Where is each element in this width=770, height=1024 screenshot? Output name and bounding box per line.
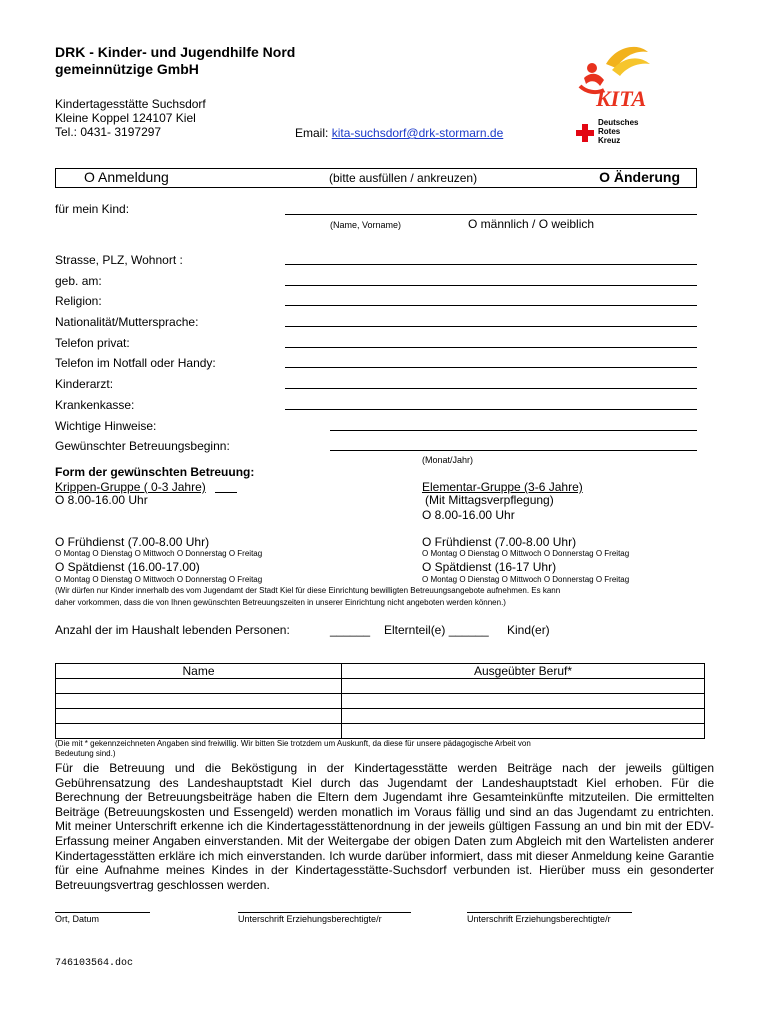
field-label: Telefon privat:: [55, 336, 130, 350]
job-cell[interactable]: [342, 709, 705, 724]
elementar-heading: Elementar-Gruppe (3-6 Jahre): [422, 480, 583, 494]
late-service-option-right[interactable]: O Spätdienst (16-17 Uhr): [422, 560, 557, 574]
kita-drk-logo: [576, 42, 661, 152]
gender-options[interactable]: O männlich / O weiblich: [468, 217, 595, 231]
field-label: Nationalität/Muttersprache:: [55, 315, 199, 329]
fill-hint: (bitte ausfüllen / ankreuzen): [329, 171, 478, 185]
place-date-line[interactable]: [55, 912, 150, 913]
signature-label-1: Unterschrift Erziehungsberechtigte/r: [238, 914, 382, 924]
table-row: [56, 709, 705, 724]
col-job-header: Ausgeübter Beruf*: [342, 664, 705, 679]
consent-paragraph: Für die Betreuung und die Beköstigung in der Kindertagesstätte werden Beiträge nach der jeweils gültigen Gebührensatzung des Landeshauptstadt Kiel durch das Jugendamt der Landeshauptstadt Kiel erhoben. Für die Berechnung der Betreuungsbeiträge haben die Eltern dem Jugendamt ihre Gesamteinkünfte mitzuteilen. Die ermittelten Beiträge (Betreuungskosten und Essengeld) werden monatlich im Voraus fällig und sind an das Jugendamt zu entrichten. Mit meiner Unterschrift erkenne ich die Kindertagesstättenordnung in der jeweils gültigen Fassung an und bin mit der EDV-Erfassung meiner Angaben einverstanden. Mit der Weitergabe der obigen Daten zum Abgleich mit den Wartelisten anderer Kindertagesstätten erkläre ich mich einverstanden. Ich wurde darüber informiert, dass mit dieser Anmeldung keine Garantie für eine Aufnahme meines Kindes in der Kindertagesstätte-Suchsdorf verbunden ist. Hierüber muss ein gesonderter Betreuungsvertrag geschlossen werden.: [55, 761, 714, 892]
job-cell[interactable]: [342, 679, 705, 694]
job-cell[interactable]: [342, 724, 705, 739]
aenderung-option[interactable]: O Änderung: [599, 169, 680, 185]
registration-type-box: [55, 168, 697, 188]
weekday-options-right[interactable]: O Montag O Dienstag O Mittwoch O Donnerstag O Freitag: [422, 549, 630, 558]
care-title: Form der gewünschten Betreuung:: [55, 465, 255, 479]
email-line: Email: kita-suchsdorf@drk-stormarn.de: [295, 126, 504, 140]
early-service-option-left[interactable]: O Frühdienst (7.00-8.00 Uhr): [55, 535, 210, 549]
field-line[interactable]: [285, 285, 697, 286]
place-date-label: Ort, Datum: [55, 914, 100, 924]
field-line[interactable]: [285, 367, 697, 368]
email-link[interactable]: kita-suchsdorf@drk-stormarn.de: [331, 126, 504, 140]
hints-line[interactable]: [330, 430, 697, 431]
name-cell[interactable]: [56, 679, 342, 694]
address-block: Kindertagesstätte Suchsdorf Kleine Koppel 124107 Kiel Tel.: 0431- 3197297: [55, 97, 206, 139]
parents-count[interactable]: Elternteil(e) ______: [384, 623, 489, 637]
name-cell[interactable]: [56, 724, 342, 739]
table-row: [56, 694, 705, 709]
field-line[interactable]: [285, 264, 697, 265]
start-line[interactable]: [330, 450, 697, 451]
field-label: Kinderarzt:: [55, 377, 114, 391]
signature-line-1[interactable]: [238, 912, 411, 913]
child-label: für mein Kind:: [55, 202, 130, 216]
weekday-options-left[interactable]: O Montag O Dienstag O Mittwoch O Donnerstag O Freitag: [55, 549, 263, 558]
document-filename: 746103564.doc: [55, 958, 134, 969]
table-header-row: [56, 664, 705, 679]
weekday-options-right-2[interactable]: O Montag O Dienstag O Mittwoch O Donnerstag O Freitag: [422, 575, 630, 584]
weekday-options-left-2[interactable]: O Montag O Dienstag O Mittwoch O Donnerstag O Freitag: [55, 575, 263, 584]
early-service-option-right[interactable]: O Frühdienst (7.00-8.00 Uhr): [422, 535, 577, 549]
elementar-time-option[interactable]: O 8.00-16.00 Uhr: [422, 508, 515, 522]
field-line[interactable]: [285, 409, 697, 410]
svg-text:KITA: KITA: [596, 86, 647, 111]
field-label: Religion:: [55, 294, 102, 308]
field-label: Krankenkasse:: [55, 398, 135, 412]
job-cell[interactable]: [342, 694, 705, 709]
signature-label-2: Unterschrift Erziehungsberechtigte/r: [467, 914, 611, 924]
children-label: Kind(er): [507, 623, 550, 637]
hints-label: Wichtige Hinweise:: [55, 419, 157, 433]
child-name-line[interactable]: [285, 214, 697, 215]
krippe-underline-ext: [215, 492, 237, 493]
field-label: Telefon im Notfall oder Handy:: [55, 356, 216, 370]
table-row: [56, 679, 705, 694]
table-row: [56, 724, 705, 739]
elementar-note: (Mit Mittagsverpflegung): [425, 493, 554, 507]
krippe-heading: Krippen-Gruppe ( 0-3 Jahre): [55, 480, 206, 494]
late-service-option-left[interactable]: O Spätdienst (16.00-17.00): [55, 560, 200, 574]
voluntary-note-line1: (Die mit * gekennzeichneten Angaben sind freiwillig. Wir bitten Sie trotzdem um Auskunft, da diese für unsere pädagogische Arbeit von: [55, 739, 531, 748]
voluntary-note-line2: Bedeutung sind.): [55, 749, 116, 758]
care-note-line2: daher vorkommen, dass die von Ihnen gewünschten Betreuungszeiten in unserer Einrichtung nicht angeboten werden können.): [55, 598, 506, 607]
month-year-hint: (Monat/Jahr): [422, 455, 474, 465]
field-label: Strasse, PLZ, Wohnort :: [55, 253, 183, 267]
col-name-header: Name: [56, 664, 342, 679]
field-line[interactable]: [285, 388, 697, 389]
field-line[interactable]: [285, 347, 697, 348]
household-label: Anzahl der im Haushalt lebenden Personen:: [55, 623, 290, 637]
field-line[interactable]: [285, 326, 697, 327]
anmeldung-option[interactable]: O Anmeldung: [84, 169, 169, 185]
name-cell[interactable]: [56, 709, 342, 724]
signature-line-2[interactable]: [467, 912, 632, 913]
organization-name: DRK - Kinder- und Jugendhilfe Nord gemeinnützige GmbH: [55, 44, 296, 77]
krippe-time-option[interactable]: O 8.00-16.00 Uhr: [55, 493, 148, 507]
name-hint: (Name, Vorname): [330, 220, 402, 230]
household-table: [55, 663, 705, 739]
name-cell[interactable]: [56, 694, 342, 709]
field-label: geb. am:: [55, 274, 102, 288]
persons-count-blank[interactable]: ______: [330, 623, 371, 637]
drk-wordmark: Deutsches Rotes Kreuz: [598, 118, 639, 145]
field-line[interactable]: [285, 305, 697, 306]
care-note-line1: (Wir dürfen nur Kinder innerhalb des vom Jugendamt der Stadt Kiel für diese Einrichtung bewilligten Betreuungsangebote aufnehmen. Es kann: [55, 586, 561, 595]
start-label: Gewünschter Betreuungsbeginn:: [55, 439, 230, 453]
